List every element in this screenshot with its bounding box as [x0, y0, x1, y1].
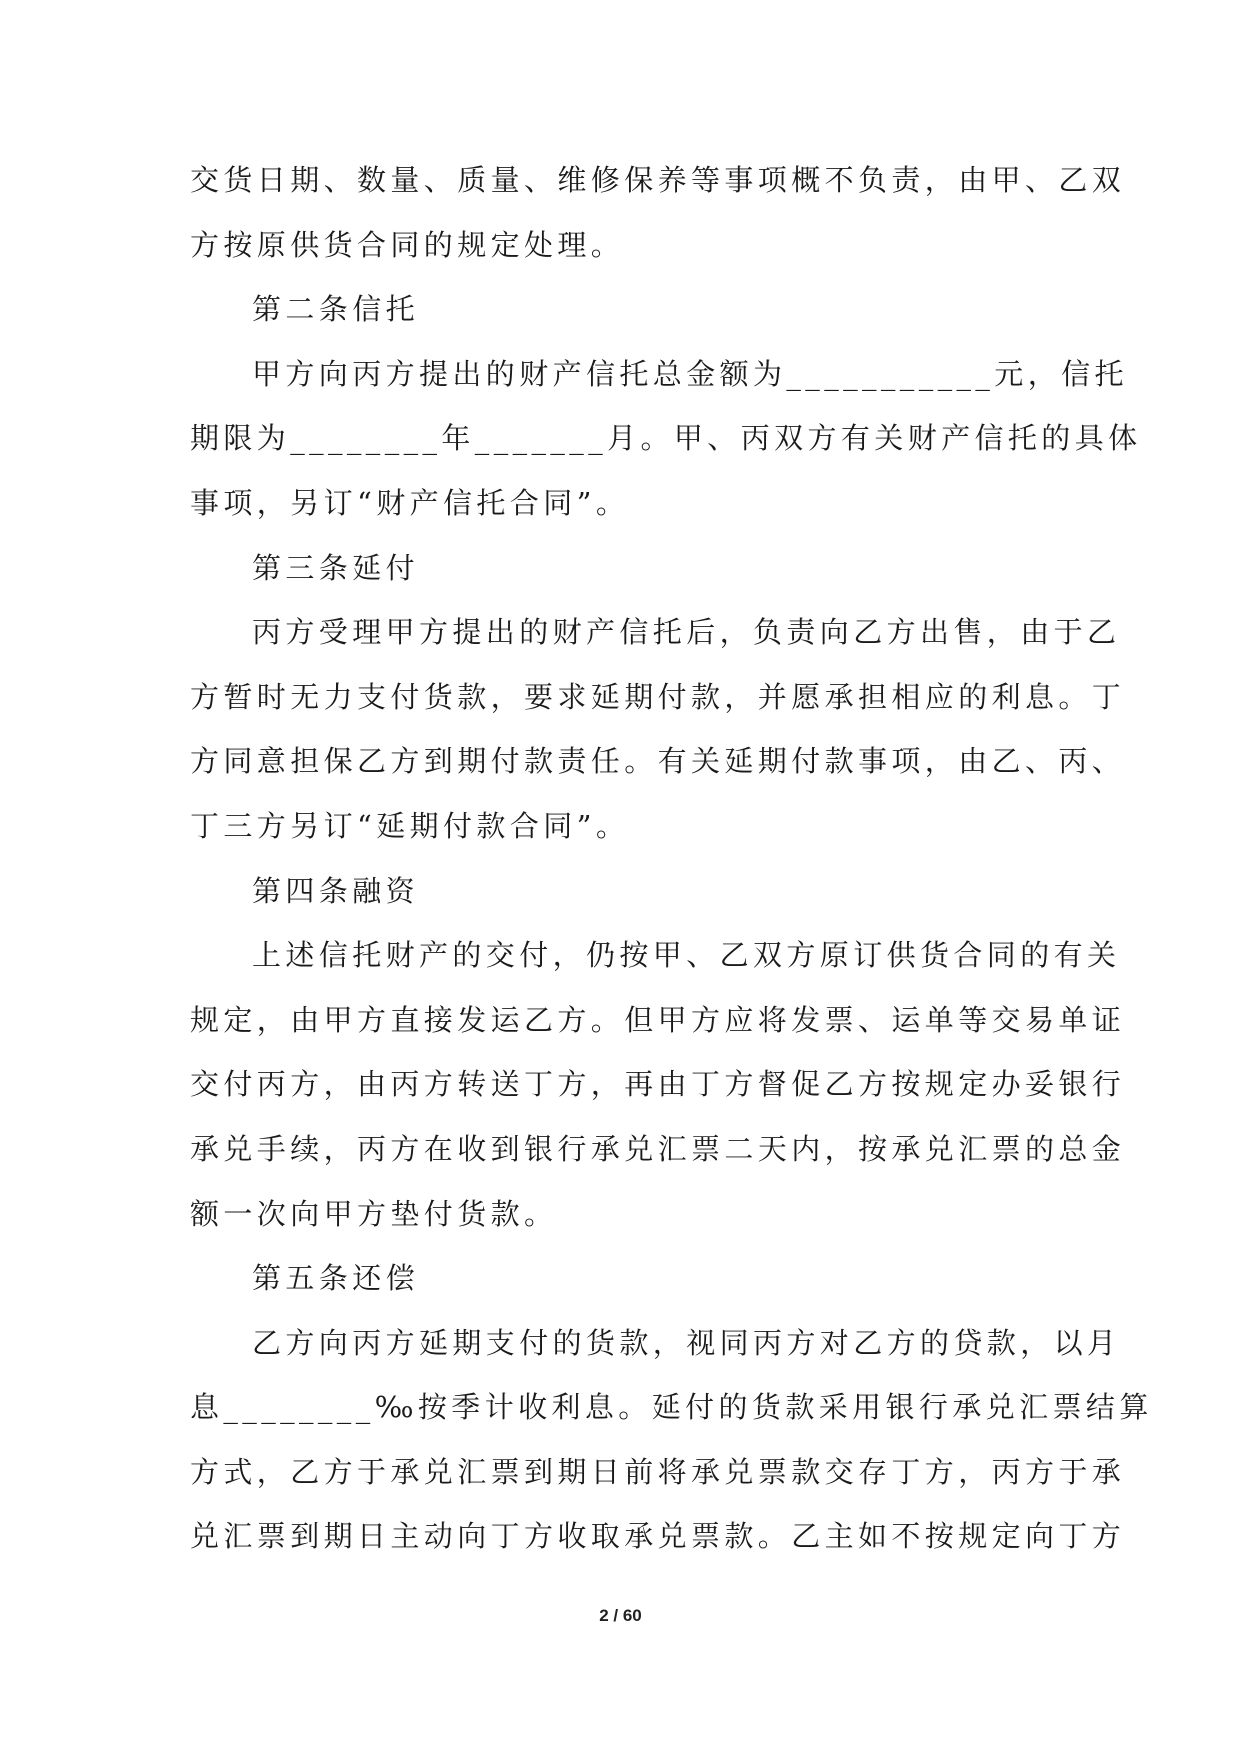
text-line: 甲方向丙方提出的财产信托总金额为___________元，信托 [252, 356, 1128, 391]
text-line: 乙方向丙方延期支付的货款，视同丙方对乙方的贷款，以月 [252, 1325, 1121, 1360]
text-line: 事项，另订“财产信托合同”。 [190, 485, 630, 520]
text-line: 交货日期、数量、质量、维修保养等事项概不负责，由甲、乙双 [190, 163, 1126, 197]
section-heading-2: 第二条信托 [252, 292, 420, 327]
text-line: 方同意担保乙方到期付款责任。有关延期付款事项，由乙、丙、 [190, 744, 1126, 779]
text-line: 交付丙方，由丙方转送丁方，再由丁方督促乙方按规定办妥银行 [190, 1067, 1126, 1102]
text-line: 承兑手续，丙方在收到银行承兑汇票二天内，按承兑汇票的总金 [190, 1131, 1126, 1166]
page-number: 2 / 60 [599, 1606, 642, 1625]
text-line: 规定，由甲方直接发运乙方。但甲方应将发票、运单等交易单证 [190, 1002, 1126, 1037]
text-line: 期限为________年_______月。甲、丙双方有关财产信托的具体 [190, 421, 1142, 456]
text-line: 息________‰按季计收利息。延付的货款采用银行承兑汇票结算 [190, 1390, 1153, 1425]
section-heading-3: 第三条延付 [252, 550, 420, 585]
text-line: 方式，乙方于承兑汇票到期日前将承兑票款交存丁方，丙方于承 [190, 1454, 1126, 1489]
text-line: 上述信托财产的交付，仍按甲、乙双方原订供货合同的有关 [252, 938, 1121, 973]
text-line: 方暂时无力支付货款，要求延期付款，并愿承担相应的利息。丁 [190, 679, 1126, 714]
text-line: 额一次向甲方垫付货款。 [190, 1196, 558, 1231]
section-heading-4: 第四条融资 [252, 873, 420, 908]
text-line: 丁三方另订“延期付款合同”。 [190, 808, 630, 843]
text-line: 兑汇票到期日主动向丁方收取承兑票款。乙主如不按规定向丁方 [190, 1519, 1126, 1554]
section-heading-5: 第五条还偿 [252, 1261, 420, 1296]
text-line: 丙方受理甲方提出的财产信托后，负责向乙方出售，由于乙 [252, 615, 1121, 650]
document-body [190, 158, 1153, 1579]
text-line: 方按原供货合同的规定处理。 [190, 227, 625, 262]
